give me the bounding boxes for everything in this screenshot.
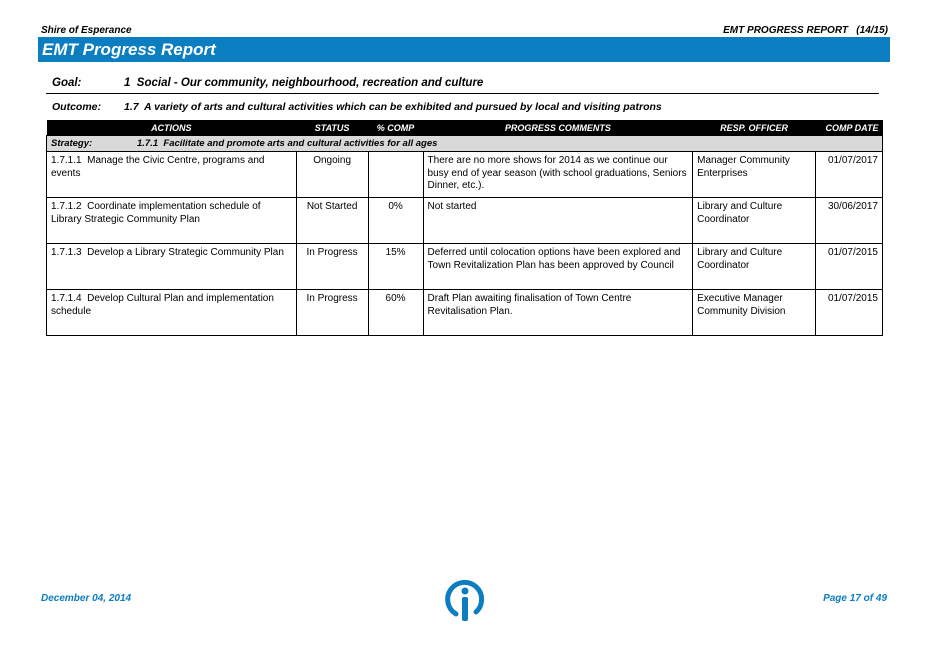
goal-label: Goal: [52,77,82,89]
action-cell: 1.7.1.4 Develop Cultural Plan and implementation schedule [47,290,297,336]
table-row [47,244,883,290]
date-cell: 30/06/2017 [815,198,882,244]
col-header-date: COMP DATE [815,120,882,136]
table-row [47,290,883,336]
org-name: Shire of Esperance [41,25,132,36]
table-row [47,152,883,198]
officer-cell: Manager Community Enterprises [693,152,816,198]
outcome-value: 1.7 A variety of arts and cultural activities which can be exhibited and pursued by local and visiting patrons [124,101,662,113]
date-cell: 01/07/2017 [815,152,882,198]
comments-cell: Draft Plan awaiting finalisation of Town Centre Revitalisation Plan. [423,290,693,336]
footer-page-number: Page 17 of 49 [823,593,887,604]
table-row [47,198,883,244]
status-cell: In Progress [296,290,368,336]
action-cell: 1.7.1.3 Develop a Library Strategic Community Plan [47,244,297,290]
officer-cell: Library and Culture Coordinator [693,244,816,290]
col-header-actions: ACTIONS [47,120,297,136]
goal-value: 1 Social - Our community, neighbourhood, recreation and culture [124,77,484,89]
comments-cell: Deferred until colocation options have been explored and Town Revitalization Plan has been approved by Council [423,244,693,290]
comments-cell: There are no more shows for 2014 as we continue our busy end of year season (with school graduations, Seniors Dinner, etc.). [423,152,693,198]
status-cell: Ongoing [296,152,368,198]
status-cell: In Progress [296,244,368,290]
strategy-row [47,136,883,152]
report-label: EMT PROGRESS REPORT (14/15) [723,25,888,36]
footer-date: December 04, 2014 [41,593,132,604]
page-title: EMT Progress Report [42,40,216,59]
info-logo-icon [442,576,488,622]
comments-cell: Not started [423,198,693,244]
goal-divider [46,93,879,94]
action-cell: 1.7.1.2 Coordinate implementation schedule of Library Strategic Community Plan [47,198,297,244]
officer-cell: Executive Manager Community Division [693,290,816,336]
strategy-cell [47,136,883,152]
comp-cell: 60% [368,290,423,336]
col-header-comp: % COMP [368,120,423,136]
officer-cell: Library and Culture Coordinator [693,198,816,244]
strategy-label: Strategy: [51,138,93,149]
col-header-status: STATUS [296,120,368,136]
action-cell: 1.7.1.1 Manage the Civic Centre, programs and events [47,152,297,198]
status-cell: Not Started [296,198,368,244]
date-cell: 01/07/2015 [815,244,882,290]
progress-table [46,120,883,336]
table-header-row [47,120,883,136]
date-cell: 01/07/2015 [815,290,882,336]
comp-cell [368,152,423,198]
comp-cell: 0% [368,198,423,244]
col-header-comments: PROGRESS COMMENTS [423,120,693,136]
outcome-label: Outcome: [52,101,102,113]
comp-cell: 15% [368,244,423,290]
strategy-value: 1.7.1 Facilitate and promote arts and cultural activities for all ages [137,138,438,149]
title-banner [38,37,890,62]
col-header-officer: RESP. OFFICER [693,120,816,136]
